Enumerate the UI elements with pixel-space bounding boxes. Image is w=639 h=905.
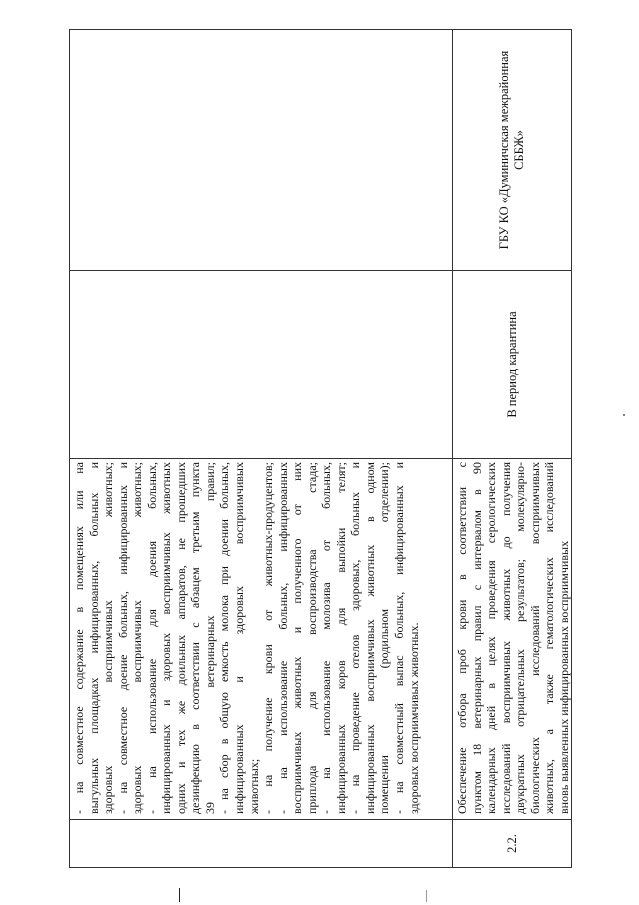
text-line: - на совместное доение больных, инфицированных и bbox=[115, 462, 130, 814]
scan-dot bbox=[623, 414, 625, 416]
text-line: биологических исследований восприимчивых bbox=[527, 462, 542, 814]
text-line: Обеспечение отбора проб крови в соответствии с bbox=[455, 462, 469, 814]
measures-text bbox=[70, 459, 421, 819]
text-line: - на совместное содержание в помещениях или на bbox=[72, 462, 86, 814]
text-line: здоровых восприимчивых животных; bbox=[101, 462, 116, 814]
text-line: - на использование для доения больных, bbox=[144, 462, 159, 814]
text-line: исследований восприимчивых животных до получения bbox=[498, 462, 513, 814]
rotated-table-wrapper bbox=[69, 30, 571, 868]
text-line: - на проведение отелов здоровых, больных и bbox=[348, 462, 363, 814]
text-line: здоровых восприимчивых животных. bbox=[406, 622, 421, 814]
measures-text-cell bbox=[453, 459, 572, 820]
responsible-cell bbox=[70, 30, 453, 271]
table-row-upper bbox=[70, 30, 453, 868]
text-line: выгульных площадках инфицированных, больных и bbox=[86, 462, 101, 814]
text-line: инфицированных коров для выпойки телят; bbox=[333, 462, 348, 814]
text-line: - на получение крови от животных-продуцентов; bbox=[261, 462, 276, 814]
table-row-2-2 bbox=[453, 30, 572, 868]
measures-text-cell bbox=[70, 459, 453, 820]
row-number-cell bbox=[70, 820, 453, 868]
scan-mark-right bbox=[426, 890, 427, 902]
text-line: инфицированных восприимчивых животных в одном bbox=[362, 462, 377, 814]
text-line: восприимчивых животных и полученного от них bbox=[290, 462, 305, 814]
document-table bbox=[69, 29, 572, 868]
text-line: - на использование больных, инфицированных bbox=[275, 462, 290, 814]
text-line: двукратных отрицательных результатов; молекулярно- bbox=[513, 462, 528, 814]
text-line: пунктом 18 ветеринарных правил с интервалом в 90 bbox=[469, 462, 484, 814]
row-number-cell: 2.2. bbox=[453, 820, 572, 868]
text-line: приплода для воспроизводства стада; bbox=[304, 462, 319, 814]
text-line: животных; bbox=[246, 758, 261, 814]
text-line: вновь выявленных инфицированных восприимчивых bbox=[556, 540, 571, 814]
text-line: - на сбор в общую емкость молока при доении больных, bbox=[217, 462, 232, 814]
period-cell: В период карантина bbox=[453, 271, 572, 459]
text-line: - на совместный выпас больных, инфицированных и bbox=[392, 462, 407, 814]
text-line: календарных дней в целях проведения серологических bbox=[484, 462, 499, 814]
text-line: инфицированных и здоровых восприимчивых bbox=[232, 462, 247, 814]
text-line: - на использование молозива от больных, bbox=[319, 462, 334, 814]
text-line: здоровых восприимчивых животных; bbox=[130, 462, 145, 814]
scan-mark-left bbox=[179, 888, 180, 902]
text-line: животных, а также гематологических исследований bbox=[542, 462, 557, 814]
text-line: дезинфекцию в соответствии с абзацем третьим пункта bbox=[188, 462, 203, 814]
responsible-cell: ГБУ КО «Думиничская межрайонная СББЖ» bbox=[453, 30, 572, 271]
text-line: одних и тех же доильных аппаратов, не прошедших bbox=[173, 462, 188, 814]
measures-text bbox=[453, 459, 571, 819]
text-line: инфицированных и здоровых восприимчивых животных bbox=[159, 462, 174, 814]
text-line: 39 ветеринарных правил; bbox=[202, 462, 217, 814]
text-line: помещении (родильном отделении); bbox=[377, 462, 392, 814]
period-cell bbox=[70, 271, 453, 459]
